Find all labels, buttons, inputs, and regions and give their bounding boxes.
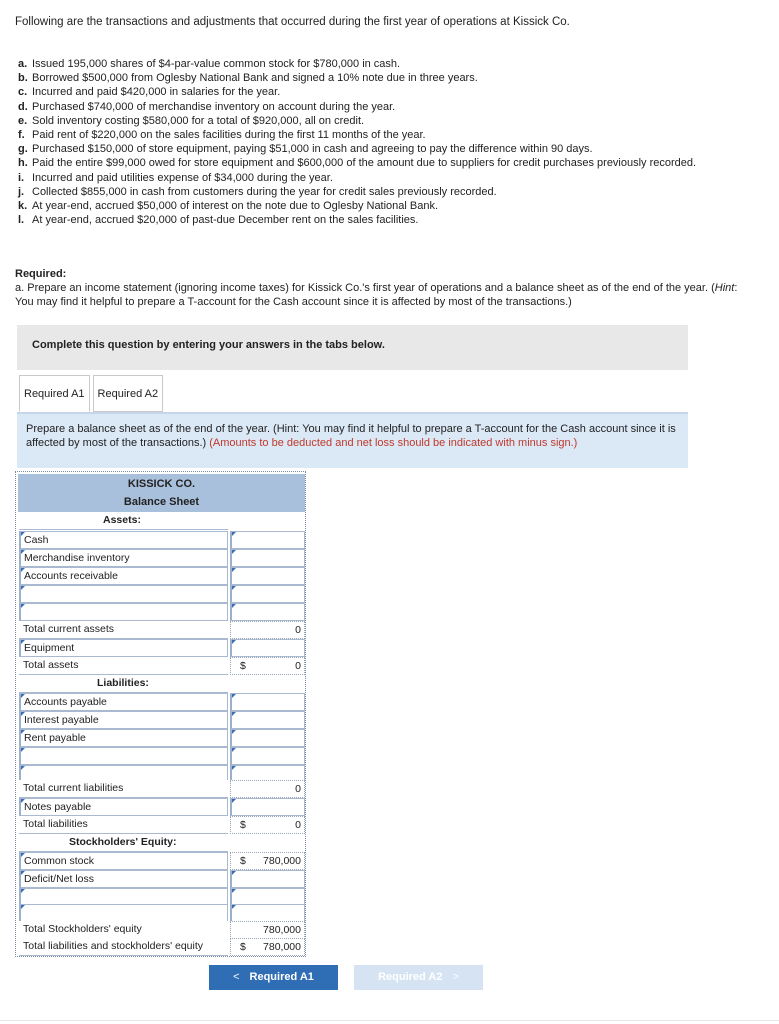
currency-sign: $ bbox=[240, 660, 246, 672]
total-liabilities-amount: 0 bbox=[295, 819, 301, 831]
common-stock-row bbox=[18, 852, 305, 870]
deficit-row bbox=[18, 870, 305, 888]
interest-payable-row bbox=[18, 711, 305, 729]
sheet-title: Balance Sheet bbox=[18, 493, 305, 512]
equipment-label[interactable]: Equipment bbox=[19, 639, 228, 657]
blank-equity-label-2[interactable] bbox=[19, 904, 228, 922]
chevron-left-icon: < bbox=[233, 971, 240, 983]
transaction-e bbox=[18, 114, 758, 128]
deficit-value-input[interactable] bbox=[230, 870, 305, 888]
transaction-letter: g. bbox=[18, 143, 28, 156]
liabilities-heading: Liabilities: bbox=[19, 675, 228, 693]
rent-payable-value-input[interactable] bbox=[230, 729, 305, 747]
transaction-k bbox=[18, 199, 758, 213]
total-equity-label: Total Stockholders' equity bbox=[19, 921, 228, 939]
liabilities-heading-row bbox=[18, 675, 305, 693]
notes-payable-label[interactable]: Notes payable bbox=[19, 798, 228, 816]
total-current-assets-label: Total current assets bbox=[19, 621, 228, 639]
blank-equity-value-2[interactable] bbox=[230, 904, 305, 922]
assets-heading-row bbox=[18, 512, 305, 530]
accounts-payable-label[interactable]: Accounts payable bbox=[19, 693, 228, 711]
transaction-l bbox=[18, 213, 758, 227]
accounts-payable-row bbox=[18, 693, 305, 711]
transaction-j bbox=[18, 185, 758, 199]
transaction-a bbox=[18, 57, 758, 71]
instructions-red-note: (Amounts to be deducted and net loss should be indicated with minus sign.) bbox=[209, 436, 578, 449]
blank-asset-row-2 bbox=[18, 603, 305, 621]
accounts-receivable-row bbox=[18, 567, 305, 585]
transaction-letter: h. bbox=[18, 157, 28, 170]
blank-liability-label-1[interactable] bbox=[19, 747, 228, 765]
tab-required-a2[interactable]: Required A2 bbox=[93, 375, 164, 412]
total-assets-label: Total assets bbox=[19, 657, 228, 675]
transaction-text: Issued 195,000 shares of $4-par-value common stock for $780,000 in cash. bbox=[32, 58, 401, 70]
transaction-letter: j. bbox=[18, 185, 25, 198]
transaction-letter: f. bbox=[18, 129, 25, 142]
tab-required-a1[interactable]: Required A1 bbox=[19, 375, 90, 412]
currency-sign: $ bbox=[240, 819, 246, 831]
total-current-assets-row bbox=[18, 621, 305, 639]
equity-heading: Stockholders' Equity: bbox=[19, 834, 228, 852]
blank-asset-value-1[interactable] bbox=[230, 585, 305, 603]
total-liabilities-equity-label: Total liabilities and stockholders' equity bbox=[19, 938, 228, 956]
blank-equity-row-2 bbox=[18, 904, 305, 922]
merchandise-value-input[interactable] bbox=[230, 549, 305, 567]
cash-value-input[interactable] bbox=[230, 531, 305, 549]
equity-heading-row bbox=[18, 834, 305, 852]
rent-payable-row bbox=[18, 729, 305, 747]
accounts-receivable-label[interactable]: Accounts receivable bbox=[19, 567, 228, 585]
transaction-i bbox=[18, 171, 758, 185]
interest-payable-label[interactable]: Interest payable bbox=[19, 711, 228, 729]
equipment-value-input[interactable] bbox=[230, 639, 305, 657]
common-stock-amount: 780,000 bbox=[263, 855, 301, 867]
deficit-label[interactable]: Deficit/Net loss bbox=[19, 870, 228, 888]
transaction-letter: b. bbox=[18, 72, 28, 85]
transaction-letter: k. bbox=[18, 200, 28, 213]
transaction-text: Paid rent of $220,000 on the sales facilities during the first 11 months of the year. bbox=[32, 129, 426, 142]
transaction-letter: i. bbox=[18, 171, 25, 184]
transaction-b bbox=[18, 71, 758, 85]
total-assets-value bbox=[230, 657, 305, 675]
notes-payable-row bbox=[18, 798, 305, 816]
total-current-liabilities-row bbox=[18, 780, 305, 798]
currency-sign: $ bbox=[240, 941, 246, 953]
cash-row bbox=[18, 531, 305, 549]
complete-question-text: Complete this question by entering your answers in the tabs below. bbox=[32, 339, 385, 351]
accounts-payable-value-input[interactable] bbox=[230, 693, 305, 711]
instructions-panel bbox=[17, 412, 688, 468]
assets-heading: Assets: bbox=[19, 512, 228, 530]
prev-button-label: Required A1 bbox=[249, 971, 314, 983]
transaction-text: Sold inventory costing $580,000 for a total of $920,000, all on credit. bbox=[32, 114, 365, 127]
total-liabilities-label: Total liabilities bbox=[19, 816, 228, 834]
transaction-text: Incurred and paid $420,000 in salaries for the year. bbox=[32, 86, 281, 99]
blank-asset-row-1 bbox=[18, 585, 305, 603]
accounts-receivable-value-input[interactable] bbox=[230, 567, 305, 585]
interest-payable-value-input[interactable] bbox=[230, 711, 305, 729]
total-liabilities-value bbox=[230, 816, 305, 834]
required-prefix: a. Prepare an income statement (ignoring income taxes) for Kissick Co.'s first year of operations and a balance sheet as of the end of the year. ( bbox=[15, 282, 715, 294]
transaction-letter: c. bbox=[18, 86, 28, 99]
transaction-list bbox=[18, 57, 758, 227]
transaction-text: Paid the entire $99,000 owed for store equipment and $600,000 of the amount due to suppliers for credit purchases previously recorded. bbox=[32, 157, 697, 170]
bottom-divider bbox=[0, 1020, 779, 1021]
transaction-f bbox=[18, 128, 758, 142]
blank-liability-value-1[interactable] bbox=[230, 747, 305, 765]
total-current-liabilities-label: Total current liabilities bbox=[19, 780, 228, 798]
required-heading: Required: bbox=[15, 268, 67, 280]
total-current-assets-value: 0 bbox=[230, 621, 305, 639]
total-liabilities-equity-value bbox=[230, 938, 305, 956]
transaction-c bbox=[18, 85, 758, 99]
total-assets-row bbox=[18, 657, 305, 675]
instructions-main: Prepare a balance sheet as of the end of the year. (Hint: You may find it helpful to prepare a T-account for the Cash account since it is affected by most of the transactions.) bbox=[26, 423, 676, 449]
transaction-letter: a. bbox=[18, 58, 28, 70]
equipment-row bbox=[18, 639, 305, 657]
currency-sign: $ bbox=[240, 855, 246, 867]
chevron-right-icon: > bbox=[452, 971, 459, 983]
transaction-letter: l. bbox=[18, 214, 25, 227]
transaction-text: Collected $855,000 in cash from customers during the year for credit sales previously recorded. bbox=[32, 185, 497, 198]
rent-payable-label[interactable]: Rent payable bbox=[19, 729, 228, 747]
transaction-text: Purchased $150,000 of store equipment, paying $51,000 in cash and agreeing to pay the difference within 90 days. bbox=[32, 143, 593, 156]
common-stock-label[interactable]: Common stock bbox=[19, 852, 228, 870]
tab-bar bbox=[19, 375, 163, 412]
required-text bbox=[15, 281, 755, 309]
total-liabilities-equity-row bbox=[18, 938, 305, 956]
transaction-d bbox=[18, 100, 758, 114]
total-liabilities-equity-amount: 780,000 bbox=[263, 941, 301, 953]
transaction-g bbox=[18, 142, 758, 156]
transaction-letter: e. bbox=[18, 114, 28, 127]
total-current-liabilities-value: 0 bbox=[230, 780, 305, 798]
complete-question-banner bbox=[17, 325, 688, 370]
merchandise-row bbox=[18, 549, 305, 567]
transaction-text: Incurred and paid utilities expense of $34,000 during the year. bbox=[32, 171, 333, 184]
blank-asset-label-1[interactable] bbox=[19, 585, 228, 603]
transaction-text: Purchased $740,000 of merchandise inventory on account during the year. bbox=[32, 100, 396, 113]
tab-navigation bbox=[209, 965, 483, 990]
cash-label[interactable]: Cash bbox=[19, 531, 228, 549]
company-name: KISSICK CO. bbox=[18, 474, 305, 494]
blank-asset-value-2[interactable] bbox=[230, 603, 305, 621]
transaction-text: At year-end, accrued $50,000 of interest on the note due to Oglesby National Bank. bbox=[32, 200, 439, 213]
notes-payable-value-input[interactable] bbox=[230, 798, 305, 816]
blank-liability-row-1 bbox=[18, 747, 305, 765]
balance-sheet-table bbox=[15, 471, 306, 957]
intro-text: Following are the transactions and adjustments that occurred during the first year of operations at Kissick Co. bbox=[15, 16, 570, 28]
transaction-h bbox=[18, 156, 758, 170]
transaction-text: At year-end, accrued $20,000 of past-due December rent on the sales facilities. bbox=[32, 214, 419, 227]
merchandise-inventory-label[interactable]: Merchandise inventory bbox=[19, 549, 228, 567]
next-required-a2-button[interactable] bbox=[354, 965, 483, 990]
required-section bbox=[15, 267, 755, 309]
required-hint-word: Hint bbox=[714, 282, 735, 294]
prev-required-a1-button[interactable] bbox=[209, 965, 338, 990]
transaction-letter: d. bbox=[18, 100, 28, 113]
total-liabilities-row bbox=[18, 816, 305, 834]
next-button-label: Required A2 bbox=[378, 971, 443, 983]
common-stock-value bbox=[230, 852, 305, 870]
total-assets-amount: 0 bbox=[295, 660, 301, 672]
required-suffix: : You may find it helpful to prepare a T-account for the Cash account since it is affected by most of the transactions.) bbox=[15, 282, 738, 308]
transaction-text: Borrowed $500,000 from Oglesby National Bank and signed a 10% note due in three years. bbox=[32, 72, 478, 85]
blank-asset-label-2[interactable] bbox=[19, 603, 228, 621]
total-equity-value: 780,000 bbox=[230, 921, 305, 939]
total-equity-row bbox=[18, 921, 305, 939]
